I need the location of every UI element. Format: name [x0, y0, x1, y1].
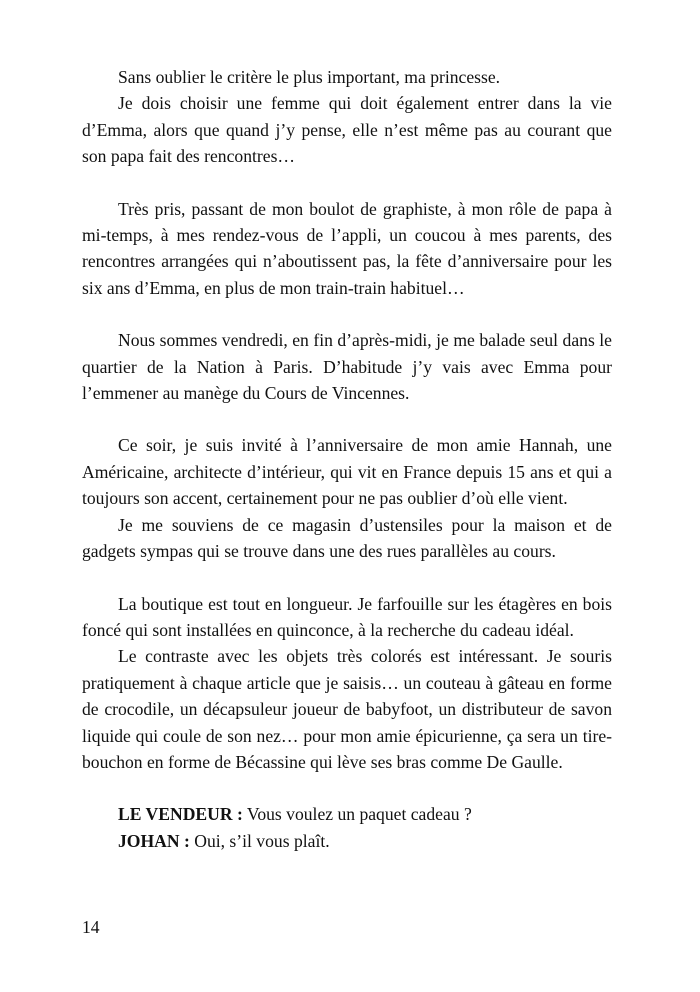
paragraph: Nous sommes vendredi, en fin d’après-midi, je me balade seul dans le quartier de la Nation à Paris. D’habitude j’y vais avec Emma pour l’emmener au manège du Cours de Vincennes. [82, 330, 612, 404]
paragraph: Très pris, passant de mon boulot de graphiste, à mon rôle de papa à mi-temps, à mes rendez-vous de l’appli, un coucou à mes parents, des rencontres arrangées qui n’aboutissent pas, la fête d’anniversaire pour les six ans d’Emma, en plus de mon train-train habituel… [82, 198, 612, 298]
dialogue-text: Vous voulez un paquet cadeau ? [242, 804, 472, 825]
paragraph: Ce soir, je suis invité à l’anniversaire de mon amie Hannah, une Américaine, architecte d’intérieur, qui vit en France depuis 15 ans et qui a toujours son accent, certainement pour ne pas oublier d’où elle vient. [82, 435, 612, 509]
dialogue-line [82, 828, 612, 854]
paragraph: La boutique est tout en longueur. Je farfouille sur les étagères en bois foncé qui sont installées en quinconce, à la recherche du cadeau idéal. [82, 593, 612, 640]
paragraph: Sans oublier le critère le plus important, ma princesse. [118, 67, 501, 87]
dialogue-text: Oui, s’il vous plaît. [189, 830, 330, 851]
paragraph: Le contraste avec les objets très colorés est intéressant. Je souris pratiquement à chaque article que je saisis… un couteau à gâteau en forme de crocodile, un décapsuleur joueur de babyfoot, un distributeur de savon liquide qui coule de son nez… pour mon amie épicurienne, ça sera un tire-bouchon en forme de Bécassine qui lève ses bras comme De Gaulle. [82, 646, 612, 772]
paragraph: Je dois choisir une femme qui doit également entrer dans la vie d’Emma, alors que quand j’y pense, elle n’est même pas au courant que son papa fait des rencontres… [82, 93, 612, 167]
speaker-name: LE VENDEUR : [118, 804, 243, 825]
page-number: 14 [82, 917, 100, 937]
dialogue-line [82, 801, 612, 827]
speaker-name: JOHAN : [118, 830, 190, 851]
page-body [82, 64, 612, 854]
paragraph: Je me souviens de ce magasin d’ustensiles pour la maison et de gadgets sympas qui se trouve dans une des rues parallèles au cours. [82, 514, 612, 562]
